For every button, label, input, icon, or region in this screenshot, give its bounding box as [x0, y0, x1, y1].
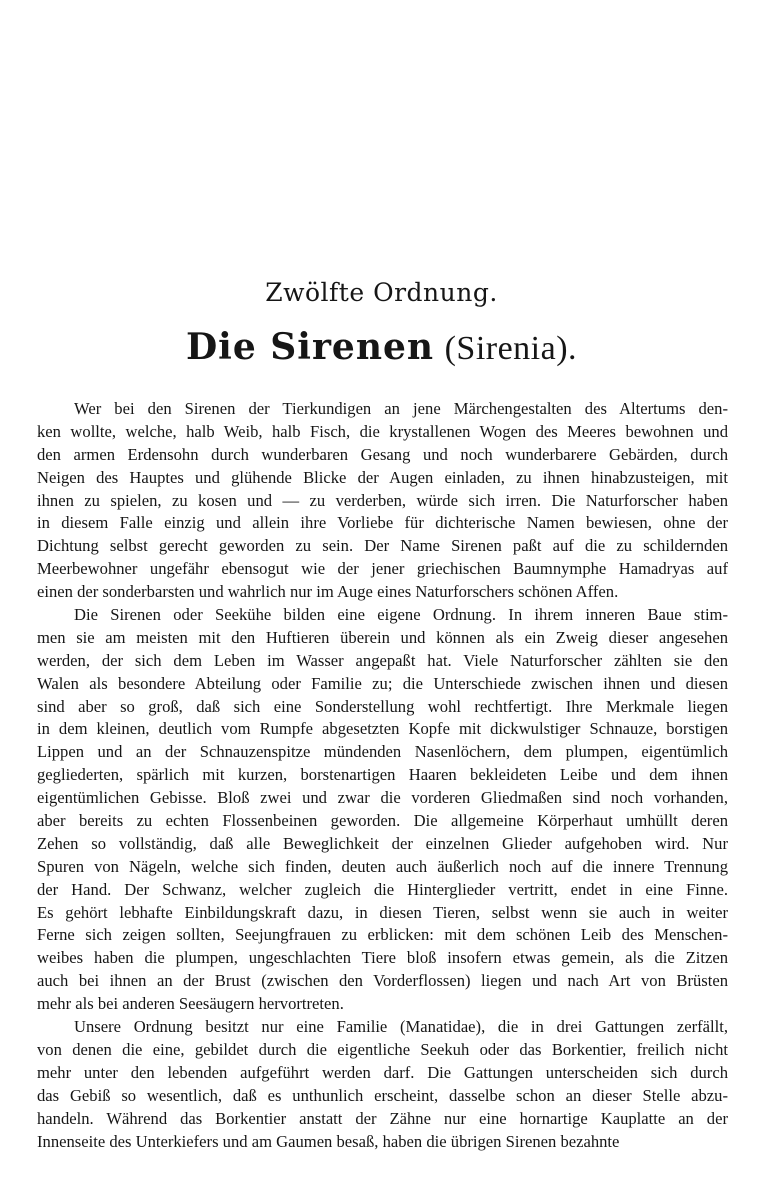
text-line: das Gebiß so wesentlich, daß es unthunlich erscheint, dasselbe schon an dieser Stelle abzu-	[37, 1085, 728, 1105]
chapter-heading: Zwölfte Ordnung.	[265, 278, 498, 307]
text-line: Wer bei den Sirenen der Tierkundigen an jene Märchengestalten des Altertums den-	[74, 399, 728, 418]
text-line: Unsere Ordnung besitzt nur eine Familie (Manatidae), die in drei Gattungen zerfällt,	[74, 1017, 728, 1037]
text-line: weibes haben die plumpen, ungeschlachten Tiere bloß insofern etwas gemein, als die Zitzen	[37, 948, 728, 968]
text-line: Neigen des Hauptes und glühende Blicke der Augen einladen, zu ihnen hinabzusteigen, mit	[37, 467, 728, 487]
text-line: Zehen so vollständig, daß alle Beweglichkeit der einzelnen Glieder aufgehoben wird. Nur	[37, 833, 728, 853]
text-line: ken wollte, welche, halb Weib, halb Fisch, die krystallenen Wogen des Meeres bewohnen und	[37, 421, 728, 441]
text-line: Walen als besondere Abteilung oder Familie zu; die Unterschiede zwischen ihnen und diesen	[37, 673, 728, 693]
text-line: mehr unter den lebenden aufgeführt werden darf. Die Gattungen unterscheiden sich durch	[37, 1062, 728, 1082]
text-line: in dem kleinen, deutlich vom Rumpfe abgesetzten Kopfe mit dickwulstiger Schnauze, borstigen	[37, 719, 728, 739]
text-line: Innenseite des Unterkiefers und am Gaumen besaß, haben die übrigen Sirenen bezahnte	[37, 1131, 620, 1151]
text-line: Es gehört lebhafte Einbildungskraft dazu, in diesen Tieren, selbst wenn sie auch in weiter	[37, 902, 728, 922]
text-line: in diesem Falle einzig und allein ihre Vorliebe für dichterische Namen bewiesen, ohne der	[37, 513, 728, 533]
text-line: einen der sonderbarsten und wahrlich nur im Auge eines Naturforschers schönen Affen.	[37, 582, 619, 602]
body-text	[37, 398, 728, 1153]
section-title-main: Die Sirenen	[185, 326, 435, 368]
text-line: eigentümlichen Gebisse. Bloß zwei und zwar die vorderen Gliedmaßen sind noch vorhanden,	[37, 788, 728, 808]
section-title-latin: (Sirenia).	[444, 330, 578, 367]
text-line: den armen Erdensohn durch wunderbaren Gesang und noch wunderbarere Gebärden, durch	[37, 444, 728, 464]
text-line: mehr als bei anderen Seesäugern hervortreten.	[37, 994, 344, 1014]
paragraph	[37, 1016, 728, 1153]
paragraph	[37, 604, 728, 1016]
text-line: Ferne sich zeigen sollten, Seejungfrauen zu erblicken: mit dem schönen Leib des Menschen-	[37, 925, 728, 945]
text-line: Dichtung selbst gerecht geworden zu sein. Der Name Sirenen paßt auf die zu schildernden	[37, 536, 728, 556]
text-line: sind aber so groß, daß sich eine Sonderstellung wohl rechtfertigt. Ihre Merkmale liegen	[37, 696, 728, 716]
text-line: Lippen und an der Schnauzenspitze mündenden Nasenlöchern, dem plumpen, eigentümlich	[37, 742, 728, 762]
text-line: gegliederten, spärlich mit kurzen, borstenartigen Haaren bekleideten Leibe und dem ihnen	[37, 765, 728, 785]
paragraph	[37, 398, 728, 604]
text-line: Spuren von Nägeln, welche sich finden, deuten auch äußerlich noch auf die innere Trennung	[37, 856, 728, 876]
text-line: werden, der sich dem Leben im Wasser angepaßt hat. Viele Naturforscher zählten sie den	[37, 650, 728, 670]
text-line: der Hand. Der Schwanz, welcher zugleich die Hinterglieder vertritt, endet in eine Finne.	[37, 879, 728, 899]
text-line: auch bei ihnen an der Brust (zwischen den Vorderflossen) liegen und nach Art von Brüsten	[37, 971, 728, 991]
text-line: ihnen zu spielen, zu kosen und — zu verderben, würde sich irren. Die Naturforscher haben	[37, 490, 728, 510]
text-line: aber bereits zu echten Flossenbeinen geworden. Die allgemeine Körperhaut umhüllt deren	[37, 811, 728, 831]
text-line: Die Sirenen oder Seekühe bilden eine eigene Ordnung. In ihrem inneren Baue stim-	[74, 605, 728, 625]
section-title	[0, 326, 763, 368]
text-line: Meerbewohner ungefähr ebensogut wie der jener griechischen Baumnymphe Hamadryas auf	[37, 559, 728, 579]
text-line: von denen die eine, gebildet durch die eigentliche Seekuh oder das Borkentier, freilich nicht	[37, 1039, 728, 1059]
text-line: men sie am meisten mit den Huftieren überein und können als ein Zweig dieser angesehen	[37, 627, 728, 647]
text-line: handeln. Während das Borkentier anstatt der Zähne nur eine hornartige Kauplatte an der	[37, 1108, 728, 1128]
